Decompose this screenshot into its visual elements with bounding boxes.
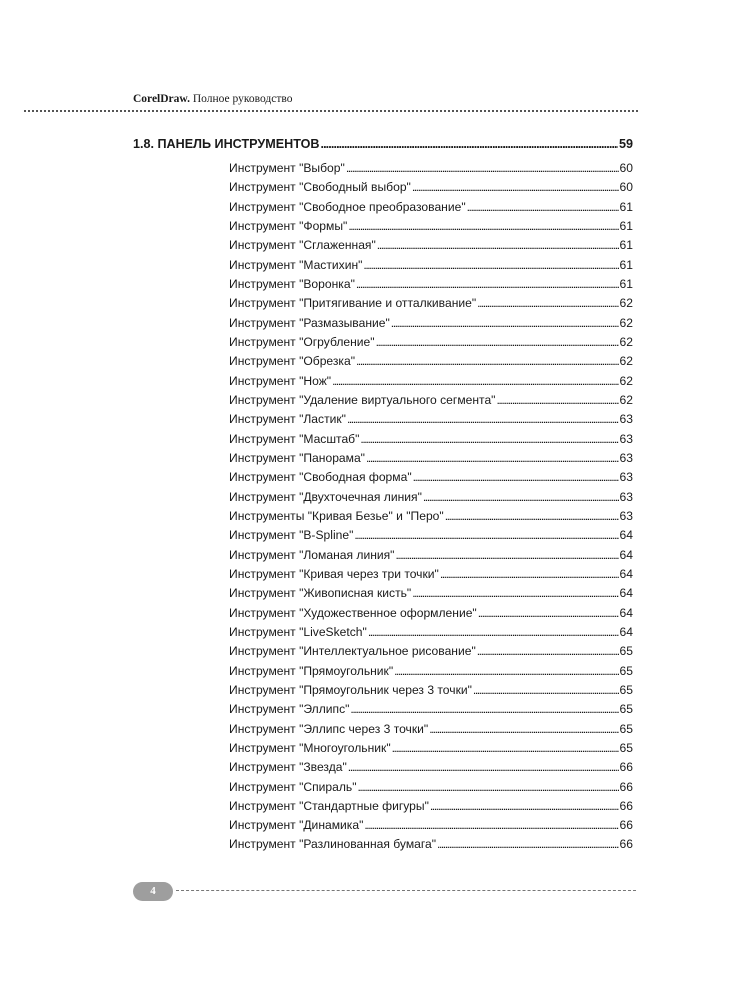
dot-leader bbox=[412, 586, 618, 600]
toc-entry[interactable] bbox=[229, 277, 633, 296]
toc-entry-page-number: 66 bbox=[619, 798, 633, 813]
dot-leader bbox=[394, 664, 618, 678]
toc-entry-page-number: 65 bbox=[619, 644, 633, 659]
dot-leader bbox=[366, 451, 619, 465]
dot-leader bbox=[473, 683, 619, 697]
dot-leader bbox=[368, 625, 619, 639]
dot-leader bbox=[346, 161, 619, 175]
toc-entry-page-number: 65 bbox=[619, 663, 633, 678]
toc-entry[interactable] bbox=[229, 528, 633, 547]
section-title: 1.8. ПАНЕЛЬ ИНСТРУМЕНТОВ bbox=[133, 137, 320, 151]
toc-entry[interactable] bbox=[229, 354, 633, 373]
running-head-brand: CorelDraw. bbox=[133, 93, 190, 105]
toc-entry-page-number: 66 bbox=[619, 760, 633, 775]
toc-entry[interactable] bbox=[229, 180, 633, 199]
dot-leader bbox=[356, 354, 619, 368]
toc-entry-title: Инструмент "Эллипс" bbox=[229, 702, 350, 717]
dot-leader bbox=[348, 219, 618, 233]
toc-entry-page-number: 64 bbox=[619, 528, 633, 543]
dot-leader bbox=[430, 799, 619, 813]
header-divider bbox=[24, 110, 638, 112]
toc-entry-title: Инструмент "Стандартные фигуры" bbox=[229, 798, 429, 813]
toc-entry-page-number: 61 bbox=[619, 199, 633, 214]
toc-entry[interactable] bbox=[229, 586, 633, 605]
toc-entry-title: Инструменты "Кривая Безье" и "Перо" bbox=[229, 508, 444, 523]
dot-leader bbox=[350, 702, 618, 716]
toc-entry-title: Инструмент "Интеллектуальное рисование" bbox=[229, 644, 476, 659]
footer-divider bbox=[176, 890, 636, 891]
toc-entry-title: Инструмент "Двухточечная линия" bbox=[229, 489, 422, 504]
toc-entry-title: Инструмент "Выбор" bbox=[229, 161, 345, 175]
toc-entry-title: Инструмент "Ластик" bbox=[229, 412, 346, 427]
dot-leader bbox=[477, 644, 619, 658]
toc-entry[interactable] bbox=[229, 722, 633, 741]
toc-entry[interactable] bbox=[229, 451, 633, 470]
toc-entry-page-number: 64 bbox=[619, 605, 633, 620]
toc-entry-title: Инструмент "Свободная форма" bbox=[229, 470, 412, 485]
toc-entry-page-number: 62 bbox=[619, 315, 633, 330]
toc-entry[interactable] bbox=[229, 644, 633, 663]
toc-entry[interactable] bbox=[229, 780, 633, 799]
toc-entry[interactable] bbox=[229, 683, 633, 702]
toc-section-heading[interactable] bbox=[133, 137, 633, 151]
toc-entry-page-number: 64 bbox=[619, 624, 633, 639]
toc-entry[interactable] bbox=[229, 393, 633, 412]
toc-entry[interactable] bbox=[229, 219, 633, 238]
toc-entry[interactable] bbox=[229, 606, 633, 625]
toc-entry-title: Инструмент "Звезда" bbox=[229, 760, 347, 775]
toc-entry-title: Инструмент "Разлинованная бумага" bbox=[229, 837, 437, 852]
dot-leader bbox=[395, 548, 618, 562]
toc-entry-page-number: 62 bbox=[619, 354, 633, 369]
toc-entry-page-number: 66 bbox=[619, 837, 633, 852]
toc-entry-title: Инструмент "Прямоугольник через 3 точки" bbox=[229, 682, 472, 697]
toc-entry-title: Инструмент "Свободный выбор" bbox=[229, 180, 411, 195]
toc-entry[interactable] bbox=[229, 238, 633, 257]
dot-leader bbox=[429, 722, 618, 736]
toc-entry[interactable] bbox=[229, 625, 633, 644]
page-number-badge: 4 bbox=[133, 882, 173, 901]
toc-entry-title: Инструмент "Масштаб" bbox=[229, 431, 360, 446]
toc-entry-title: Инструмент "Обрезка" bbox=[229, 354, 356, 369]
toc-entry-title: Инструмент "Огрубление" bbox=[229, 334, 375, 349]
toc-entry[interactable] bbox=[229, 374, 633, 393]
toc-entry-page-number: 65 bbox=[619, 740, 633, 755]
dot-leader bbox=[392, 741, 619, 755]
toc-entry-page-number: 60 bbox=[619, 161, 633, 175]
toc-entry-page-number: 61 bbox=[619, 218, 633, 233]
toc-entry[interactable] bbox=[229, 664, 633, 683]
toc-entry[interactable] bbox=[229, 470, 633, 489]
toc-entry-page-number: 60 bbox=[619, 180, 633, 195]
toc-entry[interactable] bbox=[229, 316, 633, 335]
toc-entry-title: Инструмент "Сглаженная" bbox=[229, 238, 376, 253]
dot-leader bbox=[354, 528, 618, 542]
toc-entry-title: Инструмент "Размазывание" bbox=[229, 315, 390, 330]
running-head-subtitle: Полное руководство bbox=[192, 93, 293, 105]
toc-entry[interactable] bbox=[229, 296, 633, 315]
toc-entry-title: Инструмент "Свободное преобразование" bbox=[229, 199, 466, 214]
dot-leader bbox=[413, 470, 619, 484]
toc-entry-page-number: 61 bbox=[619, 276, 633, 291]
toc-entry-page-number: 63 bbox=[619, 412, 633, 427]
toc-entry-page-number: 63 bbox=[619, 431, 633, 446]
dot-leader bbox=[477, 296, 618, 310]
toc-entry-page-number: 62 bbox=[619, 373, 633, 388]
toc-entry-page-number: 61 bbox=[619, 257, 633, 272]
dot-leader bbox=[467, 200, 619, 214]
dot-leader bbox=[347, 412, 619, 426]
dot-leader bbox=[478, 606, 619, 620]
toc-entry-page-number: 64 bbox=[619, 566, 633, 581]
toc-entry[interactable] bbox=[229, 335, 633, 354]
toc-entry[interactable] bbox=[229, 818, 633, 837]
toc-entry-title: Инструмент "LiveSketch" bbox=[229, 624, 367, 639]
toc-entry-title: Инструмент "Воронка" bbox=[229, 276, 355, 291]
dot-leader bbox=[423, 490, 619, 504]
toc-entry-page-number: 61 bbox=[619, 238, 633, 253]
toc-entry[interactable] bbox=[229, 548, 633, 567]
dot-leader bbox=[360, 432, 618, 446]
toc-entry-page-number: 65 bbox=[619, 702, 633, 717]
dot-leader bbox=[320, 137, 618, 151]
toc-entry-title: Инструмент "B-Spline" bbox=[229, 528, 354, 543]
toc-entry-page-number: 64 bbox=[619, 586, 633, 601]
toc-entry[interactable] bbox=[229, 741, 633, 760]
toc-entry[interactable] bbox=[229, 837, 633, 856]
toc-entry-list bbox=[229, 161, 633, 857]
toc-entry[interactable] bbox=[229, 161, 633, 180]
toc-entry-title: Инструмент "Ломаная линия" bbox=[229, 547, 395, 562]
toc-entry[interactable] bbox=[229, 702, 633, 721]
toc-entry-page-number: 63 bbox=[619, 489, 633, 504]
toc-entry-title: Инструмент "Художественное оформление" bbox=[229, 605, 477, 620]
toc-entry-page-number: 66 bbox=[619, 818, 633, 833]
toc-entry-page-number: 65 bbox=[619, 721, 633, 736]
dot-leader bbox=[363, 258, 618, 272]
dot-leader bbox=[437, 837, 619, 851]
toc-entry-title: Инструмент "Живописная кисть" bbox=[229, 586, 412, 601]
dot-leader bbox=[391, 316, 619, 330]
toc-entry-title: Инструмент "Кривая через три точки" bbox=[229, 566, 439, 581]
toc-entry-title: Инструмент "Формы" bbox=[229, 218, 348, 233]
dot-leader bbox=[496, 393, 618, 407]
dot-leader bbox=[332, 374, 618, 388]
toc-entry-title: Инструмент "Нож" bbox=[229, 373, 332, 388]
dot-leader bbox=[440, 567, 619, 581]
toc-entry-page-number: 65 bbox=[619, 682, 633, 697]
dot-leader bbox=[364, 818, 618, 832]
toc-entry[interactable] bbox=[229, 567, 633, 586]
running-head bbox=[133, 93, 292, 105]
toc-entry-title: Инструмент "Прямоугольник" bbox=[229, 663, 394, 678]
toc-entry-title: Инструмент "Мастихин" bbox=[229, 257, 363, 272]
toc-entry[interactable] bbox=[229, 432, 633, 451]
toc-entry-title: Инструмент "Панорама" bbox=[229, 450, 365, 465]
dot-leader bbox=[377, 238, 619, 252]
toc-entry[interactable] bbox=[229, 799, 633, 818]
dot-leader bbox=[412, 180, 619, 194]
toc-entry-page-number: 66 bbox=[619, 779, 633, 794]
toc-entry[interactable] bbox=[229, 760, 633, 779]
toc-entry-title: Инструмент "Динамика" bbox=[229, 818, 364, 833]
dot-leader bbox=[356, 277, 619, 291]
toc-entry-page-number: 62 bbox=[619, 296, 633, 311]
section-page-number: 59 bbox=[618, 137, 633, 151]
toc-entry-page-number: 63 bbox=[619, 508, 633, 523]
dot-leader bbox=[445, 509, 619, 523]
dot-leader bbox=[348, 760, 619, 774]
toc-entry-title: Инструмент "Притягивание и отталкивание" bbox=[229, 296, 477, 311]
toc-entry-page-number: 63 bbox=[619, 470, 633, 485]
toc-entry-title: Инструмент "Эллипс через 3 точки" bbox=[229, 721, 429, 736]
toc-entry-title: Инструмент "Многоугольник" bbox=[229, 740, 391, 755]
toc-entry-page-number: 62 bbox=[619, 334, 633, 349]
toc-entry-page-number: 62 bbox=[619, 392, 633, 407]
toc-entry-page-number: 64 bbox=[619, 547, 633, 562]
toc-entry-page-number: 63 bbox=[619, 450, 633, 465]
toc-entry-title: Инструмент "Спираль" bbox=[229, 779, 357, 794]
toc-entry[interactable] bbox=[229, 509, 633, 528]
dot-leader bbox=[376, 335, 619, 349]
toc-entry[interactable] bbox=[229, 412, 633, 431]
toc-entry-title: Инструмент "Удаление виртуального сегмента" bbox=[229, 392, 496, 407]
toc-entry[interactable] bbox=[229, 258, 633, 277]
toc-entry[interactable] bbox=[229, 490, 633, 509]
toc-entry[interactable] bbox=[229, 200, 633, 219]
dot-leader bbox=[358, 780, 619, 794]
